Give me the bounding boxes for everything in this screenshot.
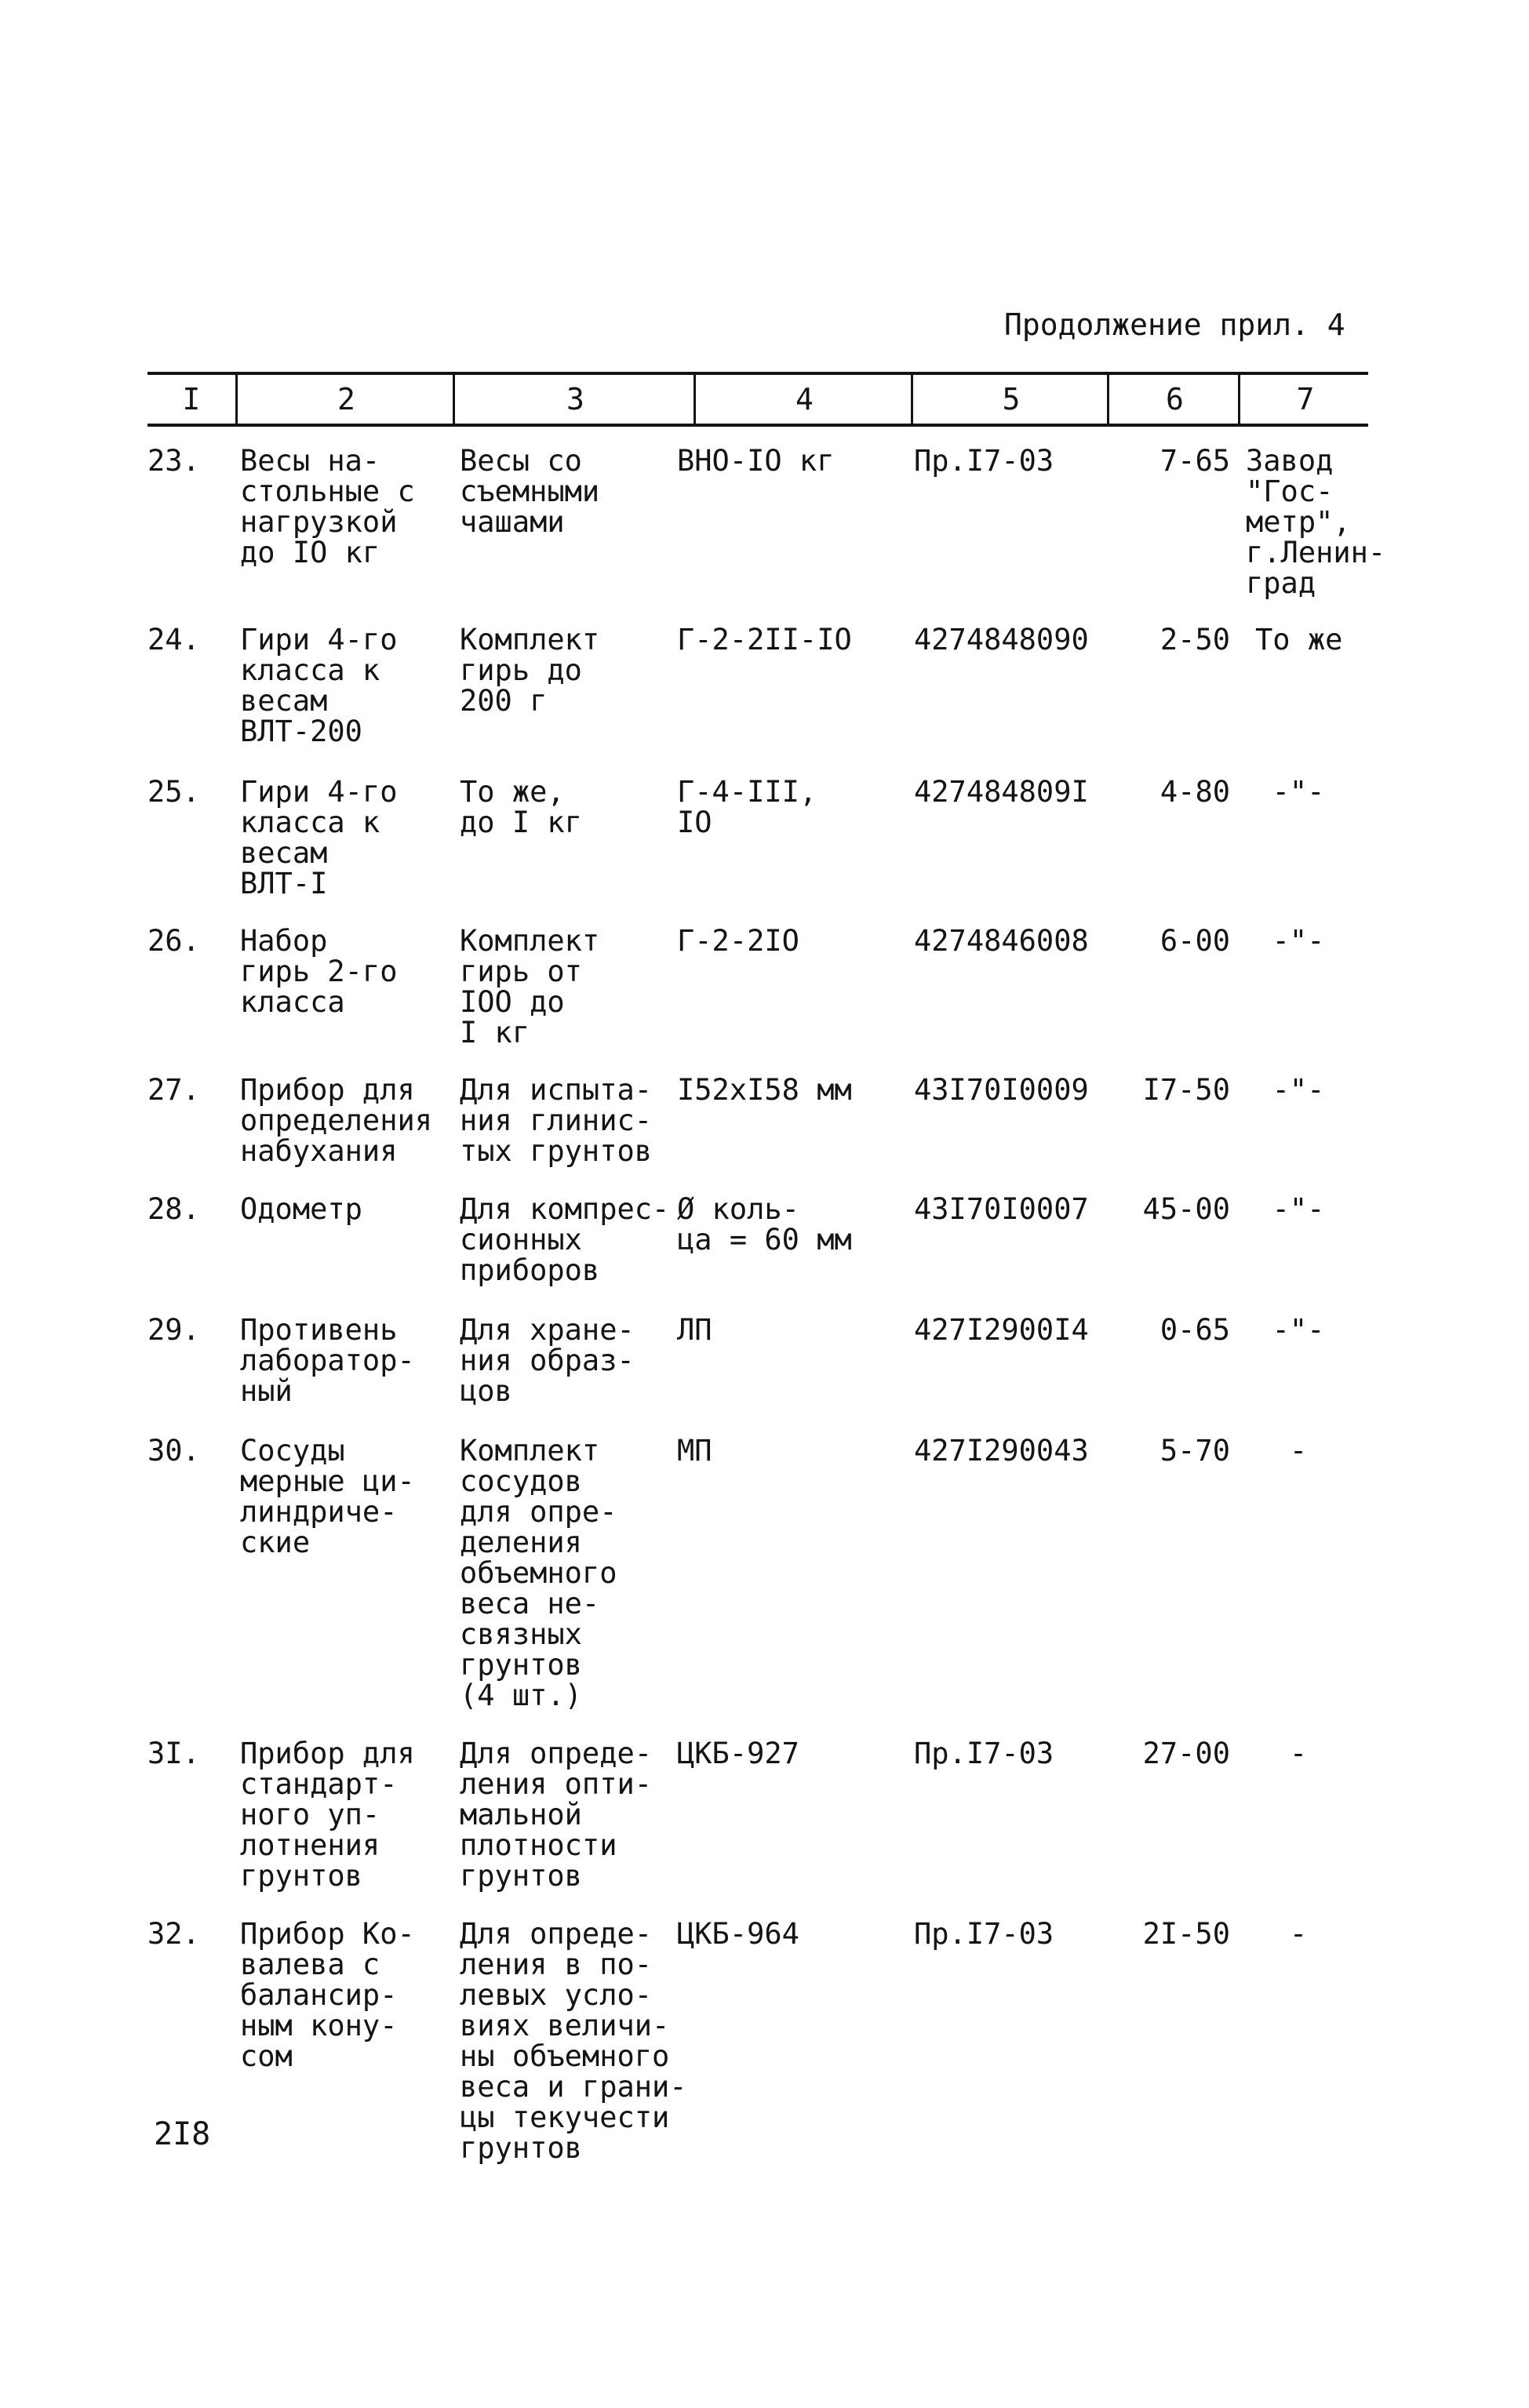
row-number: 23. — [147, 444, 200, 478]
item-code: Пр.I7-03 — [914, 444, 1054, 478]
row-number: 28. — [147, 1192, 200, 1226]
item-model: Г-4-III, IO — [677, 775, 817, 839]
item-code: 43I70I0007 — [914, 1192, 1089, 1226]
column-header: 7 — [1238, 375, 1371, 424]
item-name: Гири 4-го класса к весам ВЛТ-I — [240, 775, 398, 900]
item-model: ЛП — [677, 1313, 712, 1347]
item-price: 2-50 — [1159, 623, 1230, 657]
item-description: То же, до I кг — [460, 775, 582, 839]
row-number: 3I. — [147, 1737, 200, 1770]
item-model: ВНО-IO кг — [677, 444, 835, 478]
row-number: 26. — [147, 924, 200, 958]
item-model: ЦКБ-964 — [677, 1917, 799, 1951]
item-description: Для хране- ния образ- цов — [460, 1313, 635, 1408]
item-manufacturer: Завод "Гос- метр", г.Ленин- град — [1246, 444, 1386, 600]
item-name: Набор гирь 2-го класса — [240, 924, 398, 1019]
item-model: Г-2-2IO — [677, 924, 799, 958]
item-price: 4-80 — [1159, 775, 1230, 809]
column-header: 4 — [694, 375, 913, 424]
item-manufacturer: - — [1289, 1737, 1308, 1770]
item-price: 0-65 — [1159, 1313, 1230, 1347]
table-header — [147, 372, 1368, 427]
item-manufacturer: -"- — [1272, 1073, 1325, 1107]
item-name: Прибор для определения набухания — [240, 1073, 433, 1168]
item-price: 2I-50 — [1142, 1917, 1230, 1951]
item-price: 7-65 — [1159, 444, 1230, 478]
item-model: Г-2-2II-IO — [677, 623, 852, 657]
item-price: 45-00 — [1142, 1192, 1230, 1226]
item-description: Для компрес- сионных приборов — [460, 1192, 670, 1287]
item-name: Весы на- стольные с нагрузкой до IO кг — [240, 444, 415, 569]
item-name: Прибор Ко- валева с балансир- ным кону- сом — [240, 1917, 415, 2073]
item-manufacturer: -"- — [1272, 775, 1325, 809]
item-manufacturer: - — [1289, 1917, 1308, 1951]
item-description: Для опреде- ления в по- левых усло- виях величи- ны объемного веса и грани- цы текучести грунтов — [460, 1917, 687, 2165]
item-price: 6-00 — [1159, 924, 1230, 958]
item-price: 5-70 — [1159, 1434, 1230, 1468]
item-name: Прибор для стандарт- ного уп- лотнения грунтов — [240, 1737, 415, 1893]
item-model: ЦКБ-927 — [677, 1737, 799, 1770]
item-price: 27-00 — [1142, 1737, 1230, 1770]
item-code: 4274848090 — [914, 623, 1089, 657]
row-number: 27. — [147, 1073, 200, 1107]
item-manufacturer: То же — [1255, 623, 1343, 657]
item-price: I7-50 — [1142, 1073, 1230, 1107]
row-number: 29. — [147, 1313, 200, 1347]
item-model: МП — [677, 1434, 712, 1468]
column-header: 5 — [911, 375, 1109, 424]
item-code: 427I290043 — [914, 1434, 1089, 1468]
item-model: I52xI58 мм — [677, 1073, 852, 1107]
item-name: Гири 4-го класса к весам ВЛТ-200 — [240, 623, 398, 748]
column-header: 3 — [453, 375, 696, 424]
item-manufacturer: -"- — [1272, 1313, 1325, 1347]
item-code: 427484809I — [914, 775, 1089, 809]
item-code: 4274846008 — [914, 924, 1089, 958]
item-description: Комплект гирь от IOO до I кг — [460, 924, 600, 1049]
item-description: Комплект гирь до 200 г — [460, 623, 600, 718]
column-header: 2 — [235, 375, 455, 424]
item-name: Одометр — [240, 1192, 362, 1226]
column-header: 6 — [1107, 375, 1240, 424]
row-number: 32. — [147, 1917, 200, 1951]
item-description: Комплект сосудов для опре- деления объемного веса не- связных грунтов (4 шт.) — [460, 1434, 617, 1712]
row-number: 24. — [147, 623, 200, 657]
page-number: 2I8 — [154, 2116, 211, 2152]
item-manufacturer: -"- — [1272, 924, 1325, 958]
item-description: Для опреде- ления опти- мальной плотности грунтов — [460, 1737, 653, 1893]
item-code: 43I70I0009 — [914, 1073, 1089, 1107]
row-number: 30. — [147, 1434, 200, 1468]
item-name: Противень лаборатор- ный — [240, 1313, 415, 1408]
row-number: 25. — [147, 775, 200, 809]
item-description: Для испыта- ния глинис- тых грунтов — [460, 1073, 653, 1168]
item-code: Пр.I7-03 — [914, 1737, 1054, 1770]
column-header: I — [182, 382, 201, 416]
item-manufacturer: - — [1289, 1434, 1308, 1468]
item-description: Весы со съемными чашами — [460, 444, 600, 539]
item-manufacturer: -"- — [1272, 1192, 1325, 1226]
item-code: Пр.I7-03 — [914, 1917, 1054, 1951]
continuation-note: Продолжение прил. 4 — [1004, 307, 1345, 342]
item-name: Сосуды мерные ци- линдриче- ские — [240, 1434, 415, 1559]
item-model: Ø коль- ца = 60 мм — [677, 1192, 852, 1257]
item-code: 427I2900I4 — [914, 1313, 1089, 1347]
